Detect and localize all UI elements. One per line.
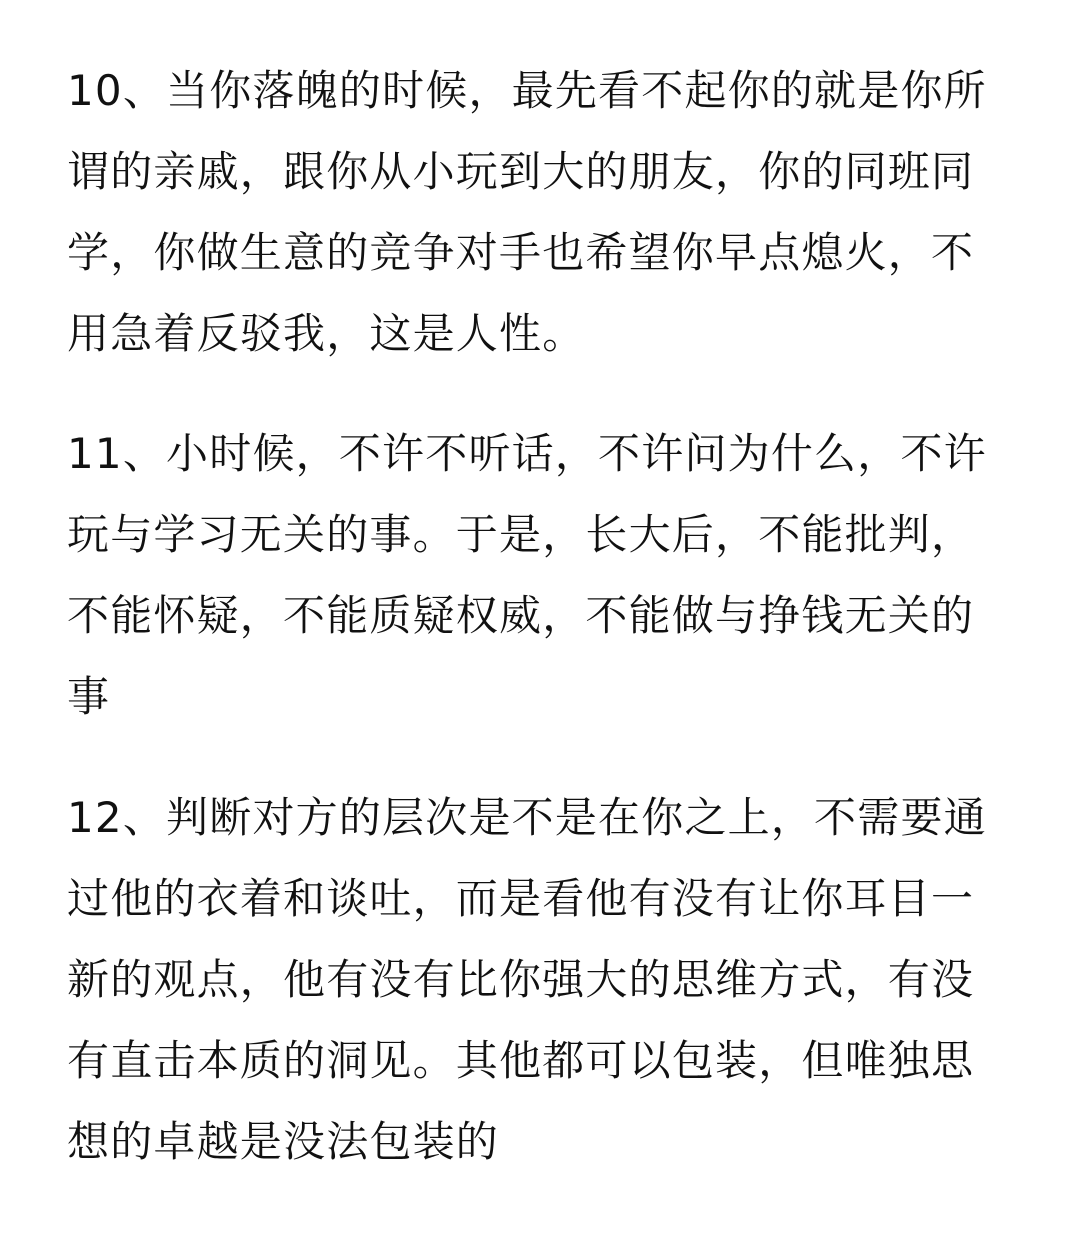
paragraph-line: 12、判断对方的层次是不是在你之上，不需要通 — [67, 793, 987, 842]
paragraph-11 — [67, 413, 987, 737]
paragraph-line: 学，你做生意的竞争对手也希望你早点熄火，不 — [67, 228, 975, 277]
paragraph-line: 想的卓越是没法包装的 — [67, 1117, 500, 1166]
paragraph-10 — [67, 50, 987, 374]
paragraph-line: 不能怀疑，不能质疑权威，不能做与挣钱无关的 — [67, 591, 975, 640]
paragraph-line: 有直击本质的洞见。其他都可以包装，但唯独思 — [67, 1036, 975, 1085]
paragraph-line: 11、小时候，不许不听话，不许问为什么，不许 — [67, 429, 987, 478]
paragraph-line: 用急着反驳我，这是人性。 — [67, 309, 586, 358]
paragraph-12 — [67, 777, 987, 1182]
paragraph-line: 新的观点，他有没有比你强大的思维方式，有没 — [67, 955, 975, 1004]
paragraph-line: 过他的衣着和谈吐，而是看他有没有让你耳目一 — [67, 874, 975, 923]
paragraph-line: 玩与学习无关的事。于是，长大后，不能批判， — [67, 510, 975, 559]
paragraph-line: 10、当你落魄的时候，最先看不起你的就是你所 — [67, 66, 987, 115]
paragraph-line: 谓的亲戚，跟你从小玩到大的朋友，你的同班同 — [67, 147, 975, 196]
paragraph-line: 事 — [67, 672, 111, 721]
